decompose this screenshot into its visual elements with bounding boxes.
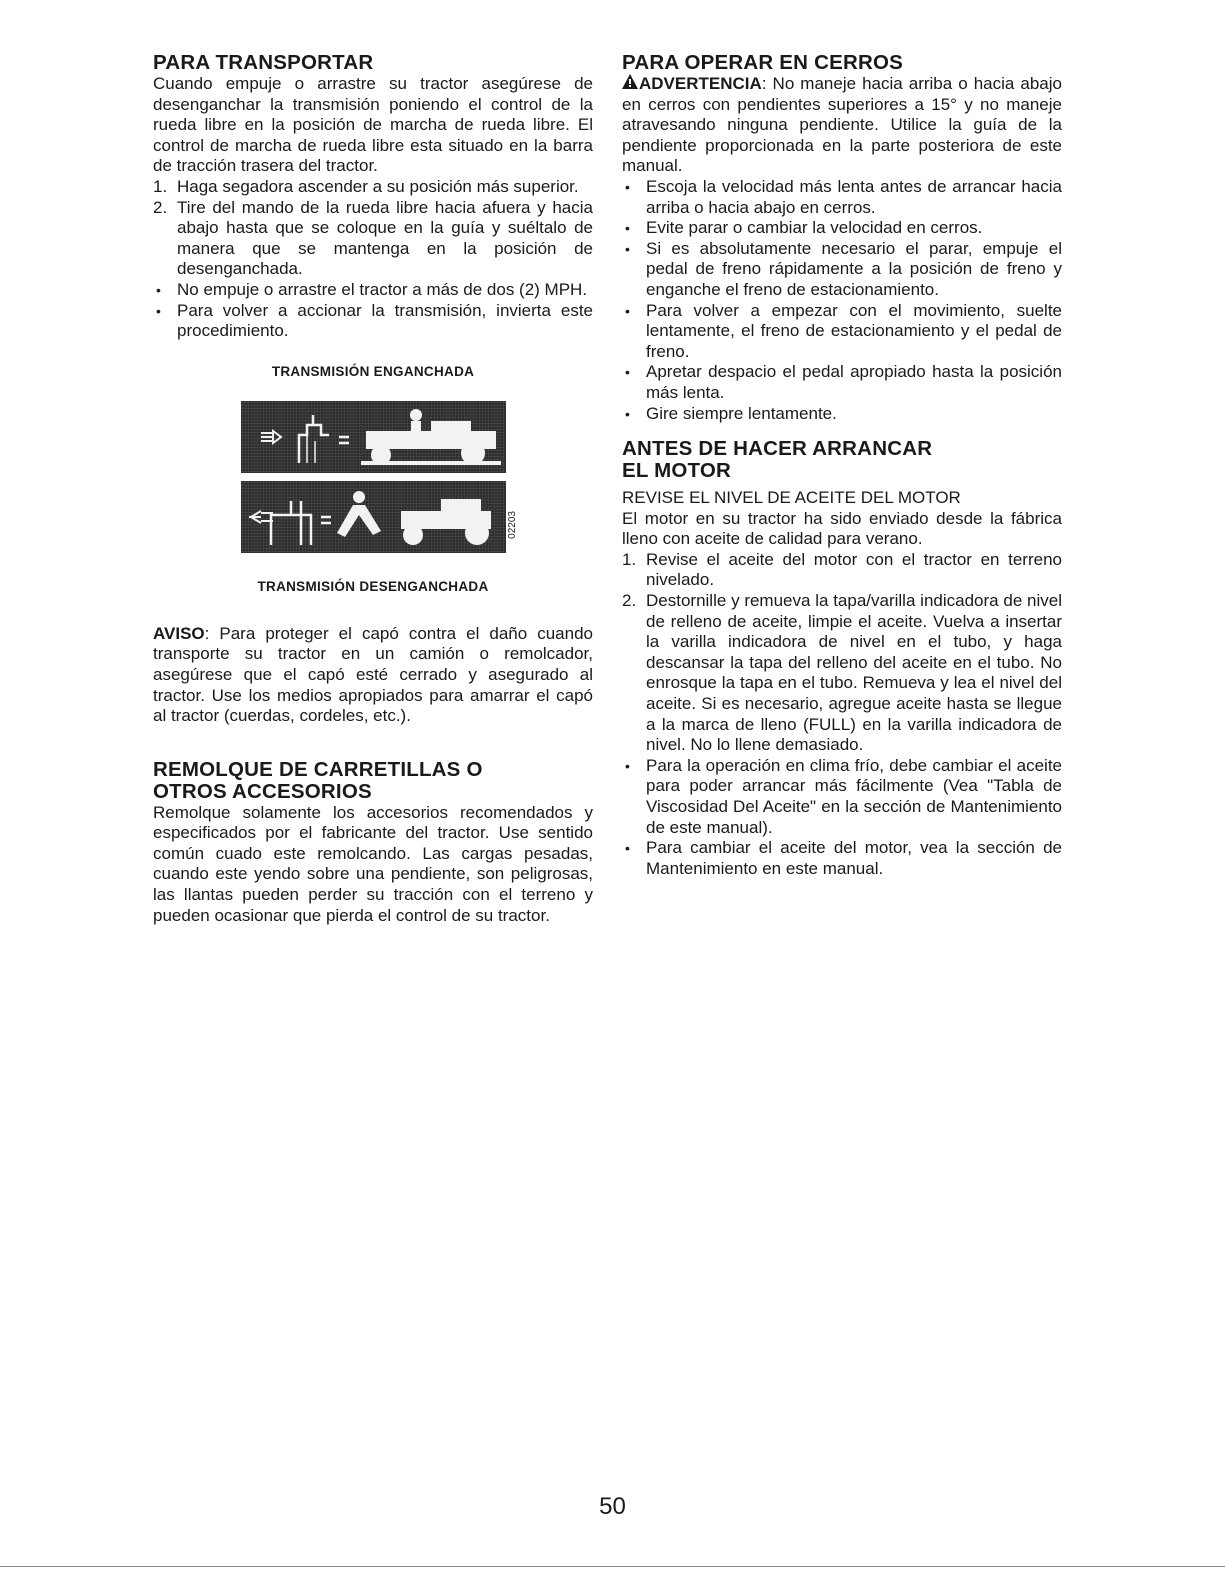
right-column: [622, 52, 1062, 879]
list-item: [622, 591, 1062, 756]
list-item: [622, 550, 1062, 591]
disengaged-diagram-icon: [241, 481, 506, 553]
list-item-text: Evite parar o cambiar la velocidad en cerros.: [646, 218, 983, 238]
bullet-icon: •: [625, 302, 630, 319]
warning-text: : No maneje hacia arriba o hacia abajo en cerros con pendientes superiores a 15° y no maneje atravesando ninguna pendiente. Utilice la guía de la pendiente proporcionada en la parte posteriora de este manual.: [622, 74, 1062, 176]
list-item: [622, 301, 1062, 363]
warning-paragraph: [622, 74, 1062, 177]
section-heading-line2: OTROS ACCESORIOS: [153, 779, 372, 803]
bottom-divider: [0, 1566, 1225, 1567]
list-item-text: Para volver a empezar con el movimiento, suelte lentamente, el freno de estacionamiento y el pedal de freno.: [646, 300, 1062, 361]
bullet-icon: •: [156, 302, 161, 319]
bullet-icon: •: [625, 757, 630, 774]
numbered-list: [622, 550, 1062, 756]
left-column: [153, 52, 593, 926]
notice-label: AVISO: [153, 623, 205, 643]
list-item: [153, 280, 593, 301]
bullet-list: [153, 280, 593, 342]
bullet-list: [622, 756, 1062, 880]
list-item: [622, 218, 1062, 239]
list-item-text: Apretar despacio el pedal apropiado hasta la posición más lenta.: [646, 362, 1062, 402]
panel-engaged: [241, 401, 506, 473]
list-number: 2.: [153, 197, 168, 217]
list-item-text: Para la operación en clima frío, debe cambiar el aceite para poder arrancar más fácilmente (Vea "Tabla de Viscosidad Del Aceite" en la sección de Mantenimiento de este manual).: [646, 755, 1062, 837]
warning-label: ADVERTENCIA: [639, 74, 762, 93]
list-number: 1.: [153, 176, 168, 196]
list-item-text: No empuje o arrastre el tractor a más de dos (2) MPH.: [177, 279, 588, 299]
paragraph: Remolque solamente los accesorios recomendados y especificados por el fabricante del tractor. Use sentido común cuado este remolcando. Las cargas pesadas, cuando este yendo sobre una pendiente, son peligrosas, las llantas pueden perder su tracción con el terreno y pueden ocasionar que pierda el control de su tractor.: [153, 802, 593, 925]
list-item-text: Revise el aceite del motor con el tractor en terreno nivelado.: [646, 549, 1062, 590]
engaged-diagram-icon: [241, 401, 506, 473]
section-towing: [153, 759, 593, 927]
list-item: [622, 404, 1062, 425]
figure-caption-disengaged: TRANSMISIÓN DESENGANCHADA: [257, 578, 489, 594]
notice-text: : Para proteger el capó contra el daño cuando transporte su tractor en un camión o remolcador, asegúrese que el capó esté cerrado y asegurado al tractor. Use los medios apropiados para amarrar el capó al tractor (cuerdas, cordeles, etc.).: [153, 623, 593, 726]
list-item-text: Para cambiar el aceite del motor, vea la sección de Mantenimiento en este manual.: [646, 838, 1062, 878]
bullet-icon: •: [625, 240, 630, 257]
list-item-text: Si es absolutamente necesario el parar, empuje el pedal de freno rápidamente a la posición de freno y enganche el freno de estacionamiento.: [646, 238, 1062, 299]
page-number: 50: [599, 1493, 626, 1520]
bullet-icon: •: [625, 178, 630, 195]
list-item: [622, 838, 1062, 879]
bullet-icon: •: [625, 364, 630, 381]
list-item: [622, 362, 1062, 403]
paragraph: El motor en su tractor ha sido enviado desde la fábrica lleno con aceite de calidad para verano.: [622, 508, 1062, 549]
paragraph: Cuando empuje o arrastre su tractor asegúrese de desenganchar la transmisión poniendo el control de la rueda libre en la posición de marcha de rueda libre. El control de marcha de rueda libre esta situado en la barra de tracción trasera del tractor.: [153, 74, 593, 176]
list-item-text: Escoja la velocidad más lenta antes de arrancar hacia arriba o hacia abajo en cerros.: [646, 176, 1062, 217]
bullet-icon: •: [625, 405, 630, 422]
section-heading-line1: REMOLQUE DE CARRETILLAS O: [153, 757, 483, 781]
list-item-text: Haga segadora ascender a su posición más superior.: [177, 176, 579, 196]
section-heading-line2: EL MOTOR: [622, 459, 732, 483]
list-item: [153, 198, 593, 280]
subheading: REVISE EL NIVEL DE ACEITE DEL MOTOR: [622, 488, 961, 508]
section-hills: [622, 52, 1062, 424]
section-heading: PARA OPERAR EN CERROS: [622, 51, 903, 74]
bullet-list: [622, 177, 1062, 424]
list-item-text: Tire del mando de la rueda libre hacia afuera y hacia abajo hasta que se coloque en la guía y suéltalo de manera que se mantenga en la posición de desenganchada.: [177, 197, 593, 279]
notice-paragraph: [153, 624, 593, 727]
list-item: [153, 301, 593, 342]
list-item: [622, 177, 1062, 218]
list-item-text: Gire siempre lentamente.: [646, 403, 837, 423]
section-heading-line1: ANTES DE HACER ARRANCAR: [622, 437, 933, 461]
transmission-figure: [241, 401, 518, 553]
figure-code: 02203: [506, 510, 518, 539]
list-item: [622, 239, 1062, 301]
section-heading: PARA TRANSPORTAR: [153, 51, 374, 74]
list-item: [622, 756, 1062, 838]
bullet-icon: •: [625, 220, 630, 237]
section-before-start: [622, 438, 1062, 879]
bullet-icon: •: [625, 840, 630, 857]
figure-caption-engaged: TRANSMISIÓN ENGANCHADA: [271, 363, 475, 379]
list-item-text: Para volver a accionar la transmisión, invierta este procedimiento.: [177, 300, 593, 341]
list-item: [153, 177, 593, 198]
list-number: 2.: [622, 591, 637, 611]
panel-disengaged: [241, 481, 506, 553]
numbered-list: [153, 177, 593, 280]
warning-triangle-icon: [622, 74, 638, 95]
list-number: 1.: [622, 549, 637, 569]
bullet-icon: •: [156, 281, 161, 298]
section-transport: [153, 52, 593, 342]
list-item-text: Destornille y remueva la tapa/varilla indicadora de nivel de relleno de aceite, limpie el aceite. Vuelva a insertar la varilla indicadora de nivel en el tubo, y haga descansar la tapa del relleno del aceite en el tubo. No enrosque la tapa en el tubo. Remueva y lea el nivel del aceite. Si es necesario, agregue aceite hasta se llegue a la marca de lleno (FULL) en la varilla indicadora de nivel. No lo llene demasiado.: [646, 591, 1062, 755]
